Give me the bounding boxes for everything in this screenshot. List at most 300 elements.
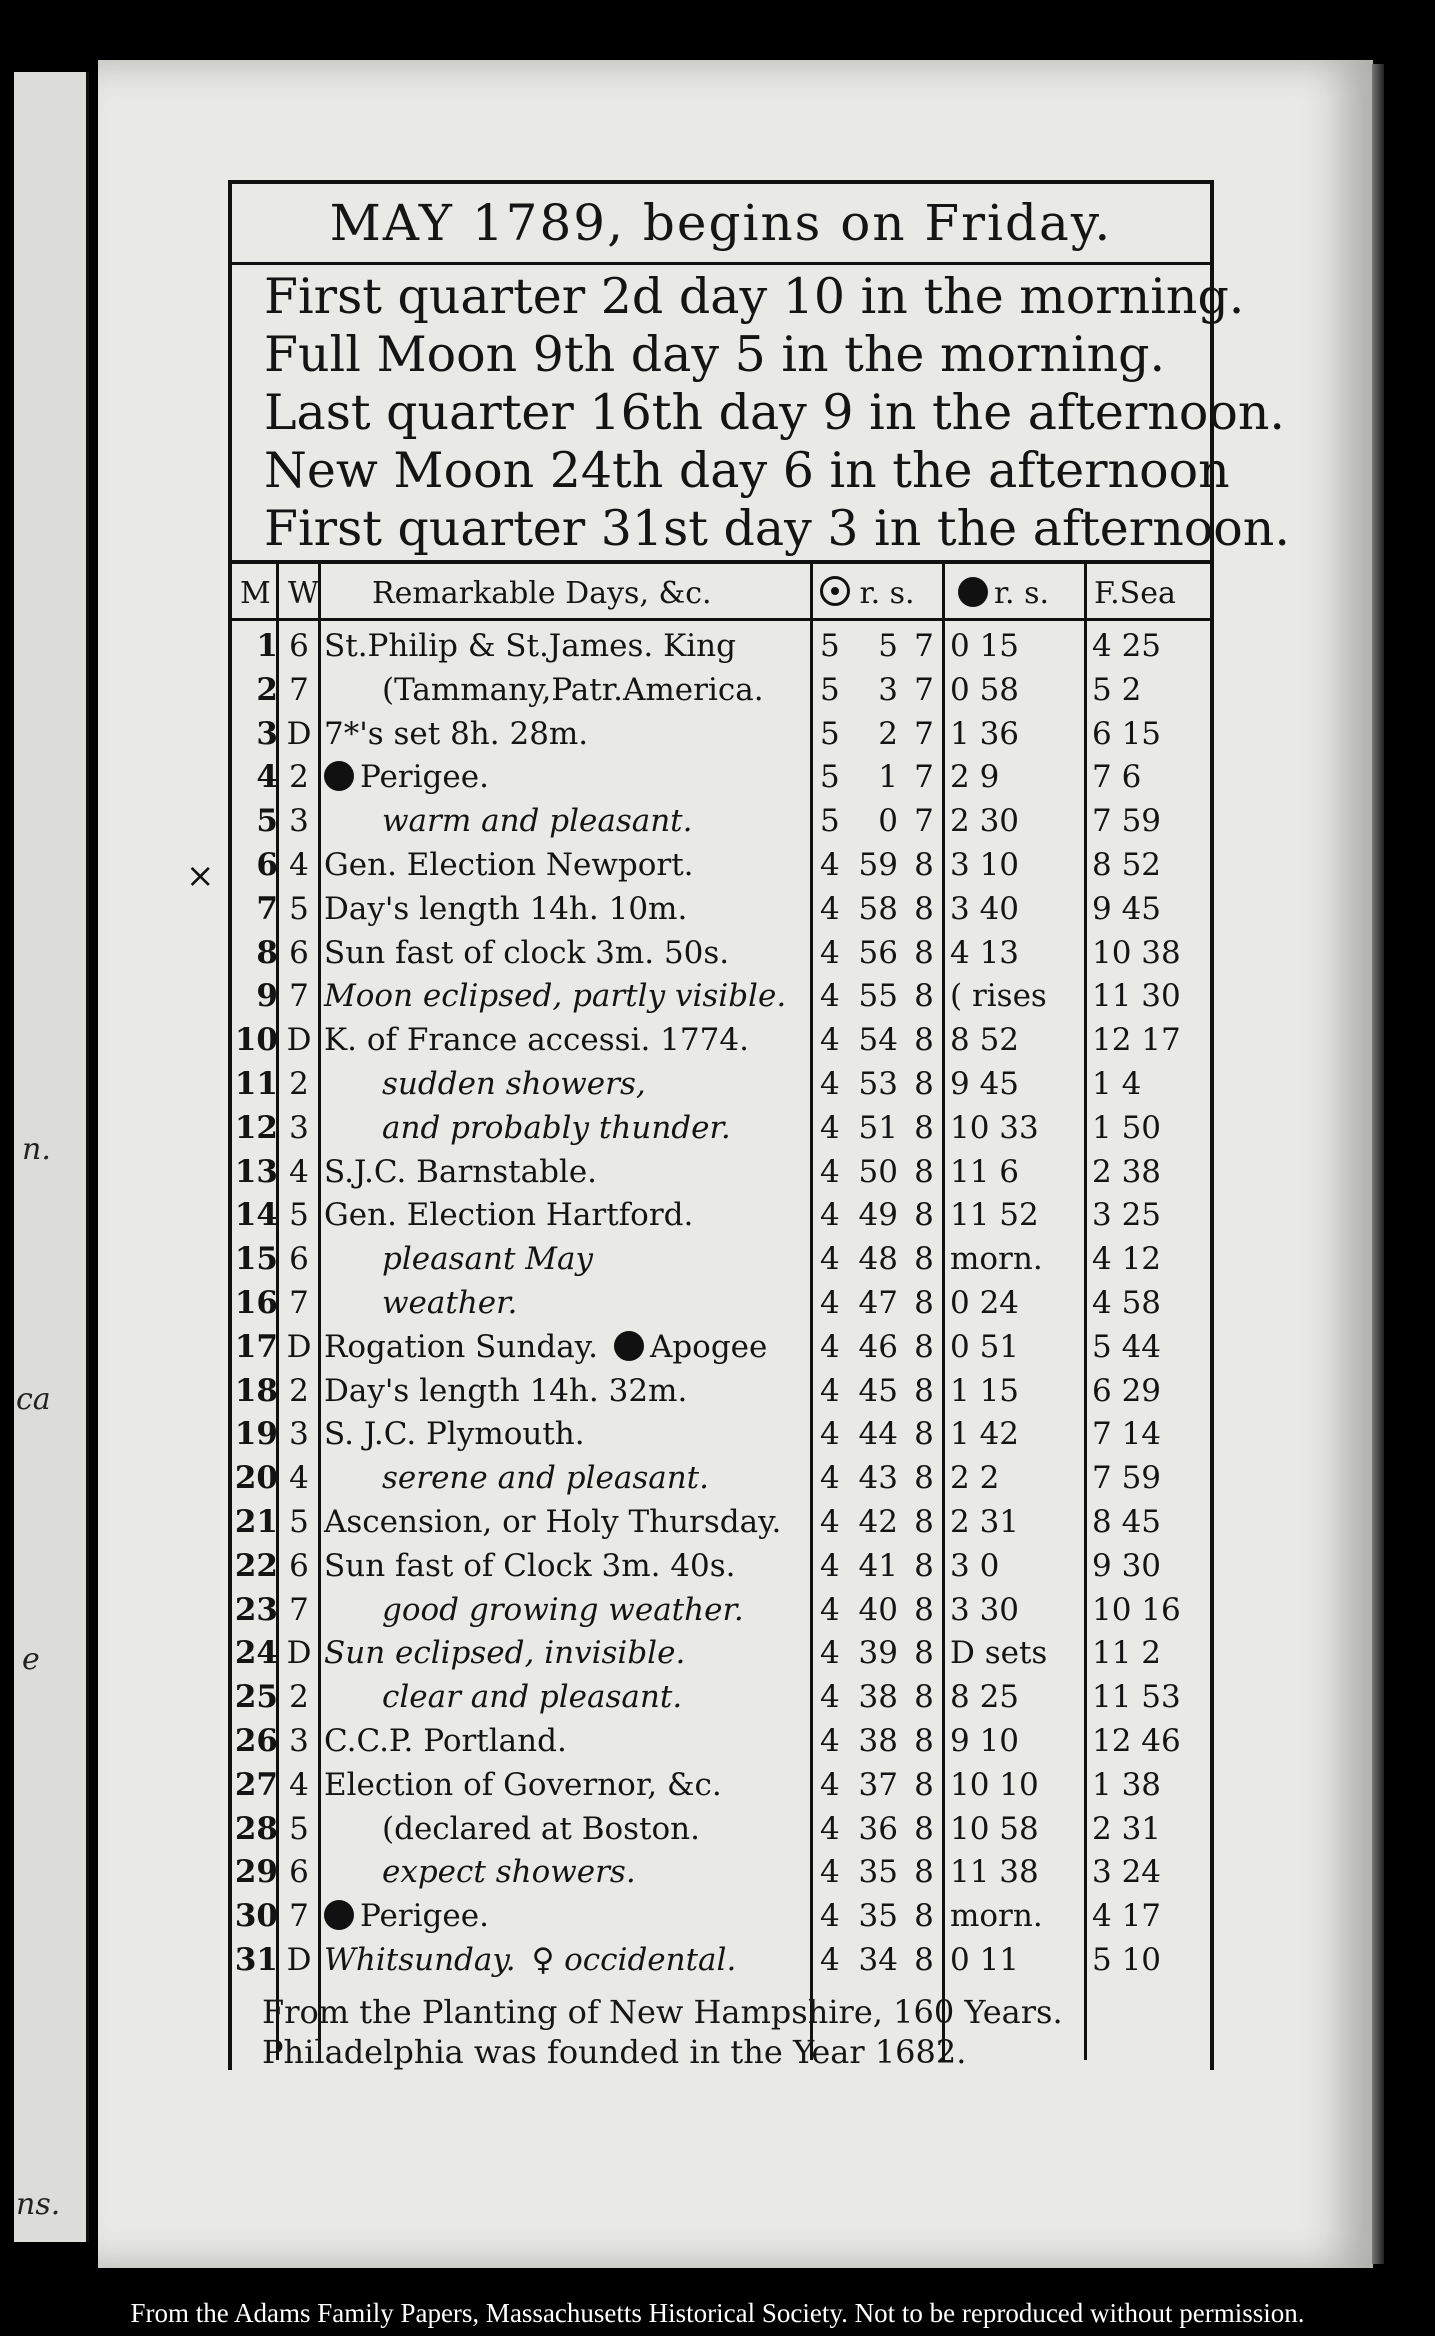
event-text bbox=[324, 716, 588, 752]
sun-rise-minute: 35 bbox=[858, 1854, 898, 1891]
day-of-week: 6 bbox=[289, 934, 309, 971]
event-label: Sun fast of clock 3m. 50s. bbox=[324, 934, 730, 971]
full-sea-time: 12 46 bbox=[1092, 1722, 1181, 1759]
moon-time: 3 10 bbox=[950, 846, 1020, 883]
moon-time: 2 9 bbox=[950, 759, 1000, 796]
day-of-month: 1 bbox=[256, 628, 278, 664]
sun-set-hour: 8 bbox=[914, 1065, 934, 1102]
sun-rise-minute: 34 bbox=[858, 1941, 898, 1978]
sun-rise-minute: 38 bbox=[858, 1722, 898, 1759]
full-sea-time: 12 17 bbox=[1092, 1022, 1181, 1059]
table-row bbox=[232, 1193, 1210, 1237]
sun-rise-hour: 4 bbox=[820, 1941, 840, 1978]
moon-time: 1 36 bbox=[950, 715, 1020, 752]
sun-rise-minute: 50 bbox=[858, 1153, 898, 1190]
sun-rise-minute: 41 bbox=[858, 1547, 898, 1584]
table-row bbox=[232, 1894, 1210, 1938]
event-extra bbox=[532, 1942, 737, 1978]
full-sea-time: 4 17 bbox=[1092, 1898, 1162, 1935]
event-label: expect showers. bbox=[382, 1854, 636, 1891]
day-of-month: 27 bbox=[234, 1766, 278, 1803]
sun-set-hour: 8 bbox=[914, 1372, 934, 1409]
day-of-month: 6 bbox=[256, 846, 278, 883]
table-row bbox=[232, 974, 1210, 1018]
event-text bbox=[324, 759, 489, 795]
sun-rise-hour: 4 bbox=[820, 1722, 840, 1759]
event-label: Sun eclipsed, invisible. bbox=[324, 1635, 686, 1672]
event-label: warm and pleasant. bbox=[382, 803, 693, 840]
day-of-month: 29 bbox=[234, 1854, 278, 1891]
sun-set-hour: 7 bbox=[914, 671, 934, 708]
day-of-week: 7 bbox=[289, 1898, 309, 1935]
day-of-month: 26 bbox=[234, 1722, 278, 1759]
header-w: W bbox=[288, 576, 319, 611]
day-of-week: 4 bbox=[289, 1153, 309, 1190]
moon-time: 9 45 bbox=[950, 1065, 1020, 1102]
sun-set-hour: 7 bbox=[914, 759, 934, 796]
moon-time: 0 15 bbox=[950, 628, 1020, 664]
table-row bbox=[232, 1369, 1210, 1413]
day-of-month: 23 bbox=[234, 1591, 278, 1628]
event-text bbox=[324, 935, 729, 971]
day-of-month: 8 bbox=[256, 934, 278, 971]
event-label: Perigee. bbox=[360, 759, 489, 796]
sun-rise-hour: 4 bbox=[820, 1460, 840, 1497]
event-text bbox=[382, 672, 764, 708]
event-text bbox=[324, 628, 736, 664]
sun-rise-hour: 5 bbox=[820, 628, 840, 664]
sun-set-hour: 8 bbox=[914, 978, 934, 1015]
table-row bbox=[232, 1763, 1210, 1807]
full-sea-time: 11 30 bbox=[1092, 978, 1181, 1015]
full-sea-time: 11 2 bbox=[1092, 1635, 1162, 1672]
day-of-month: 31 bbox=[234, 1941, 278, 1978]
sun-rise-minute: 44 bbox=[858, 1416, 898, 1453]
event-label: Whitsunday. bbox=[324, 1941, 516, 1978]
sun-set-hour: 8 bbox=[914, 1241, 934, 1278]
sun-set-hour: 8 bbox=[914, 1416, 934, 1453]
day-of-week: 5 bbox=[289, 1810, 309, 1847]
page-title: MAY 1789, begins on Friday. bbox=[329, 194, 1113, 252]
credit-line: From the Adams Family Papers, Massachusetts Historical Society. Not to be reproduced without permission. bbox=[130, 2298, 1305, 2328]
phase-line: Last quarter 16th day 9 in the afternoon. bbox=[264, 384, 1285, 441]
table-row bbox=[232, 1719, 1210, 1763]
sun-rise-minute: 59 bbox=[858, 846, 898, 883]
event-text bbox=[324, 1197, 693, 1233]
sun-rise-hour: 5 bbox=[820, 759, 840, 796]
moon-time: 11 6 bbox=[950, 1153, 1020, 1190]
sun-set-hour: 8 bbox=[914, 1766, 934, 1803]
sun-set-hour: 8 bbox=[914, 1854, 934, 1891]
sun-rise-minute: 55 bbox=[858, 978, 898, 1015]
sun-set-hour: 8 bbox=[914, 1022, 934, 1059]
full-sea-time: 9 30 bbox=[1092, 1547, 1162, 1584]
sun-rise-hour: 4 bbox=[820, 1679, 840, 1716]
full-sea-time: 4 25 bbox=[1092, 628, 1162, 664]
event-label: 7*'s set 8h. 28m. bbox=[324, 715, 589, 752]
table-row bbox=[232, 1018, 1210, 1062]
sun-rise-minute: 35 bbox=[858, 1898, 898, 1935]
day-of-month: 15 bbox=[234, 1241, 278, 1278]
calendar-rows bbox=[232, 624, 1210, 1982]
sun-rise-minute: 56 bbox=[858, 934, 898, 971]
event-label: (Tammany,Patr.America. bbox=[382, 671, 764, 708]
event-label: and probably thunder. bbox=[382, 1109, 731, 1146]
sun-icon bbox=[820, 576, 850, 606]
event-text bbox=[324, 1635, 685, 1671]
sun-rise-hour: 4 bbox=[820, 1328, 840, 1365]
sun-rise-minute: 48 bbox=[858, 1241, 898, 1278]
sun-rise-hour: 4 bbox=[820, 1065, 840, 1102]
sun-rise-hour: 4 bbox=[820, 1503, 840, 1540]
table-row bbox=[232, 1150, 1210, 1194]
event-text bbox=[324, 1898, 489, 1934]
sun-set-hour: 8 bbox=[914, 934, 934, 971]
book-spine bbox=[1372, 64, 1384, 2264]
moon-phases bbox=[264, 268, 1290, 558]
sun-rise-hour: 4 bbox=[820, 1898, 840, 1935]
day-of-week: 7 bbox=[289, 1284, 309, 1321]
sun-rise-minute: 1 bbox=[878, 759, 898, 796]
moon-time: 10 10 bbox=[950, 1766, 1039, 1803]
sun-rise-minute: 40 bbox=[858, 1591, 898, 1628]
header-m: M bbox=[240, 576, 271, 611]
event-label: K. of France accessi. 1774. bbox=[324, 1022, 749, 1059]
event-label: serene and pleasant. bbox=[382, 1460, 709, 1497]
sun-rise-hour: 4 bbox=[820, 1766, 840, 1803]
full-sea-time: 10 16 bbox=[1092, 1591, 1181, 1628]
sun-rise-hour: 4 bbox=[820, 1284, 840, 1321]
sun-set-hour: 8 bbox=[914, 1503, 934, 1540]
moon-time: 0 58 bbox=[950, 671, 1020, 708]
sun-set-hour: 8 bbox=[914, 890, 934, 927]
moon-icon bbox=[324, 1900, 354, 1930]
margin-mark: × bbox=[186, 856, 215, 896]
event-label: Day's length 14h. 32m. bbox=[324, 1372, 688, 1409]
moon-time: 0 51 bbox=[950, 1328, 1020, 1365]
sun-rise-minute: 54 bbox=[858, 1022, 898, 1059]
event-label: St.Philip & St.James. King bbox=[324, 628, 736, 664]
left-fragment: ns. bbox=[16, 2187, 61, 2222]
day-of-week: 6 bbox=[289, 1241, 309, 1278]
moon-time: 10 58 bbox=[950, 1810, 1039, 1847]
table-row bbox=[232, 668, 1210, 712]
day-of-month: 10 bbox=[234, 1022, 278, 1059]
sun-rise-hour: 4 bbox=[820, 1635, 840, 1672]
day-of-month: 3 bbox=[256, 715, 278, 752]
event-text bbox=[382, 1066, 646, 1102]
full-sea-time: 5 44 bbox=[1092, 1328, 1162, 1365]
moon-time: 11 38 bbox=[950, 1854, 1039, 1891]
sun-rise-hour: 4 bbox=[820, 1854, 840, 1891]
sun-set-hour: 8 bbox=[914, 1153, 934, 1190]
sun-rise-minute: 42 bbox=[858, 1503, 898, 1540]
day-of-month: 17 bbox=[234, 1328, 278, 1365]
sun-rise-hour: 4 bbox=[820, 1109, 840, 1146]
moon-time: 8 52 bbox=[950, 1022, 1020, 1059]
table-row bbox=[232, 843, 1210, 887]
day-of-week: 3 bbox=[289, 1722, 309, 1759]
event-extra bbox=[614, 1329, 767, 1365]
event-text bbox=[324, 1373, 687, 1409]
table-row bbox=[232, 1062, 1210, 1106]
event-label: Gen. Election Newport. bbox=[324, 846, 694, 883]
sun-rise-hour: 4 bbox=[820, 1416, 840, 1453]
sun-set-hour: 8 bbox=[914, 1328, 934, 1365]
day-of-month: 2 bbox=[256, 671, 278, 708]
full-sea-time: 8 45 bbox=[1092, 1503, 1162, 1540]
day-of-month: 20 bbox=[234, 1460, 278, 1497]
event-text bbox=[324, 1416, 585, 1452]
day-of-week: 7 bbox=[289, 978, 309, 1015]
event-label: S. J.C. Plymouth. bbox=[324, 1416, 585, 1453]
event-label: Gen. Election Hartford. bbox=[324, 1197, 694, 1234]
sun-rise-hour: 4 bbox=[820, 1547, 840, 1584]
event-text bbox=[324, 1329, 767, 1365]
event-text bbox=[324, 1767, 722, 1803]
sun-set-hour: 8 bbox=[914, 1898, 934, 1935]
event-label: pleasant May bbox=[382, 1241, 593, 1278]
moon-time: 4 13 bbox=[950, 934, 1020, 971]
table-row bbox=[232, 624, 1210, 668]
sun-rise-hour: 4 bbox=[820, 1810, 840, 1847]
event-text bbox=[382, 1241, 593, 1277]
event-label: C.C.P. Portland. bbox=[324, 1722, 567, 1759]
table-row bbox=[232, 1500, 1210, 1544]
event-text bbox=[382, 803, 692, 839]
sun-set-hour: 7 bbox=[914, 803, 934, 840]
sun-rise-minute: 43 bbox=[858, 1460, 898, 1497]
moon-time: 2 2 bbox=[950, 1460, 1000, 1497]
sun-set-hour: 8 bbox=[914, 1284, 934, 1321]
day-of-month: 7 bbox=[256, 890, 278, 927]
full-sea-time: 1 50 bbox=[1092, 1109, 1162, 1146]
sun-rise-hour: 5 bbox=[820, 671, 840, 708]
event-text bbox=[382, 1854, 636, 1890]
sun-rise-minute: 2 bbox=[878, 715, 898, 752]
event-text bbox=[324, 891, 687, 927]
moon-time: 0 11 bbox=[950, 1941, 1020, 1978]
sun-rise-minute: 36 bbox=[858, 1810, 898, 1847]
event-text bbox=[324, 1548, 736, 1584]
table-header bbox=[232, 568, 1210, 621]
table-row bbox=[232, 1807, 1210, 1851]
table-row bbox=[232, 755, 1210, 799]
moon-time: 9 10 bbox=[950, 1722, 1020, 1759]
event-text bbox=[324, 1504, 781, 1540]
sun-rise-minute: 37 bbox=[858, 1766, 898, 1803]
sun-set-hour: 8 bbox=[914, 1810, 934, 1847]
table-row bbox=[232, 712, 1210, 756]
day-of-week: 2 bbox=[289, 1679, 309, 1716]
table-row bbox=[232, 1631, 1210, 1675]
full-sea-time: 4 12 bbox=[1092, 1241, 1162, 1278]
sun-rise-hour: 4 bbox=[820, 1372, 840, 1409]
day-of-week: 7 bbox=[289, 1591, 309, 1628]
full-sea-time: 7 59 bbox=[1092, 803, 1162, 840]
left-fragment: e bbox=[22, 1642, 40, 1677]
table-row bbox=[232, 1412, 1210, 1456]
full-sea-time: 7 6 bbox=[1092, 759, 1142, 796]
sun-rise-hour: 4 bbox=[820, 978, 840, 1015]
sun-rise-hour: 5 bbox=[820, 803, 840, 840]
table-row bbox=[232, 1325, 1210, 1369]
table-row bbox=[232, 887, 1210, 931]
day-of-week: 5 bbox=[289, 1197, 309, 1234]
sun-rise-hour: 4 bbox=[820, 1241, 840, 1278]
sun-rise-minute: 47 bbox=[858, 1284, 898, 1321]
day-of-week: 6 bbox=[289, 1547, 309, 1584]
day-of-month: 25 bbox=[234, 1679, 278, 1716]
full-sea-time: 3 24 bbox=[1092, 1854, 1162, 1891]
header-moon: r. s. bbox=[958, 576, 1049, 611]
sun-set-hour: 8 bbox=[914, 1109, 934, 1146]
day-of-week: 7 bbox=[289, 671, 309, 708]
table-row bbox=[232, 1675, 1210, 1719]
sun-rise-minute: 38 bbox=[858, 1679, 898, 1716]
sun-set-hour: 8 bbox=[914, 846, 934, 883]
full-sea-time: 11 53 bbox=[1092, 1679, 1181, 1716]
table-row bbox=[232, 1281, 1210, 1325]
moon-time: 2 31 bbox=[950, 1503, 1020, 1540]
full-sea-time: 7 59 bbox=[1092, 1460, 1162, 1497]
event-text bbox=[382, 1285, 517, 1321]
table-row bbox=[232, 1456, 1210, 1500]
day-of-week: 4 bbox=[289, 1460, 309, 1497]
sun-set-hour: 8 bbox=[914, 1635, 934, 1672]
sun-rise-hour: 5 bbox=[820, 715, 840, 752]
day-of-month: 30 bbox=[234, 1898, 278, 1935]
day-of-week: 5 bbox=[289, 890, 309, 927]
moon-time: morn. bbox=[950, 1241, 1043, 1278]
moon-time: 8 25 bbox=[950, 1679, 1020, 1716]
sun-rise-minute: 5 bbox=[878, 628, 898, 664]
sun-rise-minute: 58 bbox=[858, 890, 898, 927]
day-of-week: D bbox=[286, 1022, 312, 1059]
table-row bbox=[232, 1588, 1210, 1632]
moon-time: 3 40 bbox=[950, 890, 1020, 927]
moon-time: 1 15 bbox=[950, 1372, 1020, 1409]
day-of-week: 2 bbox=[289, 759, 309, 796]
event-label: good growing weather. bbox=[382, 1591, 744, 1628]
table-row bbox=[232, 1106, 1210, 1150]
phase-line: First quarter 31st day 3 in the afternoon. bbox=[264, 500, 1290, 557]
sun-set-hour: 8 bbox=[914, 1941, 934, 1978]
sun-set-hour: 7 bbox=[914, 715, 934, 752]
moon-time: 3 30 bbox=[950, 1591, 1020, 1628]
full-sea-time: 3 25 bbox=[1092, 1197, 1162, 1234]
sun-set-hour: 7 bbox=[914, 628, 934, 664]
day-of-month: 5 bbox=[256, 803, 278, 840]
sun-rise-minute: 46 bbox=[858, 1328, 898, 1365]
moon-time: ( rises bbox=[950, 978, 1047, 1015]
sun-rise-hour: 4 bbox=[820, 890, 840, 927]
title-box bbox=[232, 180, 1210, 265]
event-label: Day's length 14h. 10m. bbox=[324, 890, 688, 927]
phase-line: First quarter 2d day 10 in the morning. bbox=[264, 268, 1245, 325]
sun-rise-minute: 3 bbox=[878, 671, 898, 708]
event-extra-label: Apogee bbox=[649, 1328, 768, 1365]
moon-time: 0 24 bbox=[950, 1284, 1020, 1321]
day-of-month: 18 bbox=[234, 1372, 278, 1409]
event-text bbox=[382, 1811, 700, 1847]
full-sea-time: 4 58 bbox=[1092, 1284, 1162, 1321]
sun-set-hour: 8 bbox=[914, 1197, 934, 1234]
event-label: Sun fast of Clock 3m. 40s. bbox=[324, 1547, 736, 1584]
full-sea-time: 10 38 bbox=[1092, 934, 1181, 971]
day-of-week: 6 bbox=[289, 628, 309, 664]
sun-rise-hour: 4 bbox=[820, 1153, 840, 1190]
sun-rise-hour: 4 bbox=[820, 1591, 840, 1628]
sun-rise-minute: 45 bbox=[858, 1372, 898, 1409]
day-of-month: 22 bbox=[234, 1547, 278, 1584]
left-fragment: ca bbox=[16, 1382, 51, 1417]
sun-rise-minute: 0 bbox=[878, 803, 898, 840]
event-text bbox=[382, 1460, 709, 1496]
event-text bbox=[382, 1679, 682, 1715]
sun-set-hour: 8 bbox=[914, 1679, 934, 1716]
full-sea-time: 1 4 bbox=[1092, 1065, 1142, 1102]
sun-rise-minute: 51 bbox=[858, 1109, 898, 1146]
full-sea-time: 7 14 bbox=[1092, 1416, 1162, 1453]
day-of-week: D bbox=[286, 715, 312, 752]
full-sea-time: 6 15 bbox=[1092, 715, 1162, 752]
full-sea-time: 6 29 bbox=[1092, 1372, 1162, 1409]
event-text bbox=[324, 847, 694, 883]
sun-rise-hour: 4 bbox=[820, 1197, 840, 1234]
event-label: Ascension, or Holy Thursday. bbox=[324, 1503, 782, 1540]
event-label: S.J.C. Barnstable. bbox=[324, 1153, 598, 1190]
event-text bbox=[382, 1110, 731, 1146]
day-of-week: D bbox=[286, 1635, 312, 1672]
event-label: weather. bbox=[382, 1284, 518, 1321]
event-label: sudden showers, bbox=[382, 1065, 646, 1102]
event-label: Moon eclipsed, partly visible. bbox=[324, 978, 787, 1015]
moon-icon bbox=[614, 1331, 644, 1361]
day-of-month: 14 bbox=[234, 1197, 278, 1234]
sun-set-hour: 8 bbox=[914, 1547, 934, 1584]
footer-notes bbox=[262, 1992, 1063, 2072]
moon-time: 1 42 bbox=[950, 1416, 1020, 1453]
sun-rise-minute: 49 bbox=[858, 1197, 898, 1234]
sun-rise-hour: 4 bbox=[820, 934, 840, 971]
day-of-month: 28 bbox=[234, 1810, 278, 1847]
calendar-frame bbox=[228, 180, 1290, 2071]
header-sea: F.Sea bbox=[1094, 576, 1176, 611]
event-text bbox=[324, 1154, 597, 1190]
day-of-month: 19 bbox=[234, 1416, 278, 1453]
sun-set-hour: 8 bbox=[914, 1591, 934, 1628]
day-of-week: 6 bbox=[289, 1854, 309, 1891]
sun-rise-minute: 53 bbox=[858, 1065, 898, 1102]
moon-icon bbox=[958, 577, 988, 607]
full-sea-time: 2 31 bbox=[1092, 1810, 1162, 1847]
header-sun: r. s. bbox=[820, 576, 915, 611]
moon-time: 3 0 bbox=[950, 1547, 1000, 1584]
full-sea-time: 5 10 bbox=[1092, 1941, 1162, 1978]
full-sea-time: 1 38 bbox=[1092, 1766, 1162, 1803]
full-sea-time: 2 38 bbox=[1092, 1153, 1162, 1190]
sun-rise-hour: 4 bbox=[820, 846, 840, 883]
full-sea-time: 8 52 bbox=[1092, 846, 1162, 883]
footer-line: Philadelphia was founded in the Year 1682. bbox=[262, 2033, 967, 2071]
previous-page-edge bbox=[14, 72, 89, 2242]
full-sea-time: 5 2 bbox=[1092, 671, 1142, 708]
event-text bbox=[382, 1592, 744, 1628]
day-of-week: 3 bbox=[289, 1109, 309, 1146]
moon-icon bbox=[324, 761, 354, 791]
event-extra-label: ♀ occidental. bbox=[531, 1941, 737, 1978]
